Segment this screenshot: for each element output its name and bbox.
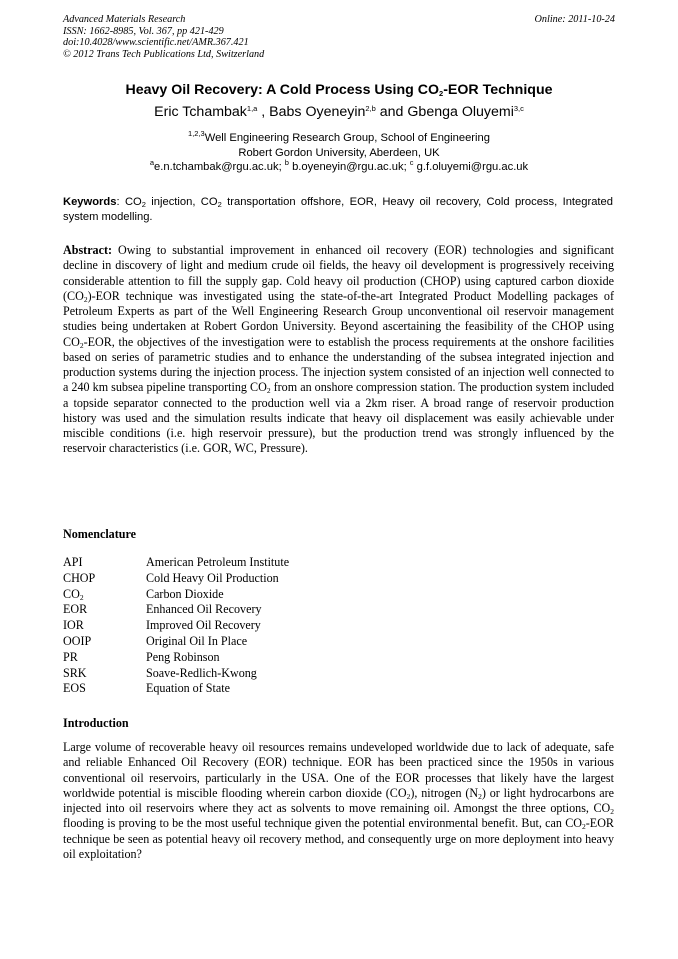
author-superscript: 2,b bbox=[365, 104, 376, 113]
affiliation-text: Well Engineering Research Group, School of Engineering bbox=[204, 132, 490, 144]
nomenclature-definition: Original Oil In Place bbox=[146, 633, 248, 648]
copyright-line: © 2012 Trans Tech Publications Ltd, Switzerland bbox=[63, 48, 265, 60]
nomenclature-abbreviation bbox=[63, 681, 146, 697]
email-text: b.oyeneyin@rgu.ac.uk; bbox=[292, 161, 407, 174]
keywords-paragraph bbox=[63, 195, 613, 224]
abbreviation-text: CHOP bbox=[63, 570, 96, 585]
introduction-subscript: 2 bbox=[582, 822, 586, 832]
introduction-paragraph bbox=[63, 740, 614, 862]
nomenclature-definition: American Petroleum Institute bbox=[146, 555, 290, 569]
nomenclature-abbreviation bbox=[63, 602, 146, 618]
email-text: e.n.tchambak@rgu.ac.uk; bbox=[154, 161, 282, 174]
title-subscript: 2 bbox=[439, 89, 444, 98]
abstract-text: from an onshore compression station. The production system included a topside separator connected to the production well via a 2km riser. A broad range of reservoir production history was used and the simulation results indicate that heavy oil displacement was easily achievable under miscible conditions (i.e. high reservoir pressure), but the production trend was strongly influenced by the reservoir characteristics (i.e. GOR, WC, Pressure). bbox=[63, 380, 614, 456]
abbreviation-text: PR bbox=[63, 649, 78, 664]
paper-title bbox=[0, 82, 678, 98]
nomenclature-row bbox=[63, 650, 289, 666]
abbreviation-text: IOR bbox=[63, 618, 84, 633]
introduction-text: Large volume of recoverable heavy oil resources remains undeveloped worldwide due to lack of adequate, safe and reliable Enhanced Oil Recovery (EOR) technique. EOR has been practiced since the 1950s in various conventional oil reservoirs, particularly in the USA. One of the EOR processes that likely have the largest worldwide potential is miscible flooding wherein carbon dioxide (CO bbox=[63, 740, 614, 800]
author-name: Gbenga Oluyemi bbox=[407, 104, 514, 120]
author-separator: , bbox=[257, 104, 270, 120]
author-separator: and bbox=[375, 104, 408, 120]
online-date: Online: 2011-10-24 bbox=[534, 14, 615, 25]
title-text-pre: Heavy Oil Recovery: A Cold Process Using CO bbox=[125, 82, 440, 98]
nomenclature-definition: Equation of State bbox=[146, 681, 230, 696]
nomenclature-row bbox=[63, 602, 289, 618]
author-name: Eric Tchambak bbox=[154, 104, 247, 120]
abstract-text: -EOR, the objectives of the investigation were to establish the process requirements at the onshore facilities based on series of parametric studies and to enhance the understanding of the subsea integrated injection and production systems during the injection process. The injection system consisted of an injection well connected to a 240 km subsea pipeline transporting CO bbox=[63, 334, 614, 395]
nomenclature-row bbox=[63, 634, 289, 650]
nomenclature-definition: Carbon Dioxide bbox=[146, 586, 224, 601]
introduction-text: ) or light hydrocarbons are injected into oil reservoirs where they act as solvents to move remaining oil. Amongst the three options, CO bbox=[63, 785, 614, 815]
abbreviation-text: SRK bbox=[63, 665, 87, 680]
introduction-text: ), nitrogen (N bbox=[410, 785, 479, 800]
nomenclature-row bbox=[63, 618, 289, 634]
nomenclature-definition: Improved Oil Recovery bbox=[146, 618, 261, 633]
title-text-post: -EOR Technique bbox=[443, 82, 553, 98]
keywords-text: transportation offshore, EOR, Heavy oil recovery, Cold process, Integrated system modelling. bbox=[63, 196, 613, 223]
abstract-subscript: 2 bbox=[266, 386, 271, 396]
nomenclature-abbreviation bbox=[63, 618, 146, 634]
abstract-text: Owing to substantial improvement in enhanced oil recovery (EOR) technologies and significant decline in discovery of light and medium crude oil fields, the heavy oil development is progressively receiving considerable attention to fill the supply gap. Cold heavy oil production (CHOP) using captured carbon dioxide (CO bbox=[63, 243, 614, 303]
nomenclature-row bbox=[63, 571, 289, 587]
email-text: g.f.oluyemi@rgu.ac.uk bbox=[416, 161, 529, 174]
email-superscript: a bbox=[149, 158, 155, 168]
affiliation-block bbox=[0, 131, 678, 175]
doi-line: doi:10.4028/www.scientific.net/AMR.367.421 bbox=[63, 37, 249, 49]
author-superscript: 3,c bbox=[513, 104, 524, 113]
publication-info bbox=[63, 14, 264, 60]
abbreviation-text: EOR bbox=[63, 602, 88, 617]
nomenclature-definition: Soave-Redlich-Kwong bbox=[146, 665, 257, 680]
introduction-text: flooding is proving to be the most useful technique given the potential environmental benefit. But, can CO bbox=[63, 816, 583, 831]
introduction-subscript: 2 bbox=[610, 807, 614, 816]
abstract-label: Abstract: bbox=[63, 243, 113, 257]
nomenclature-abbreviation bbox=[63, 555, 146, 571]
abbreviation-text: API bbox=[63, 555, 83, 569]
keywords-text: : CO bbox=[116, 196, 142, 208]
abstract-text: )-EOR technique was investigated using the state-of-the-art Integrated Product Modelling packages of Petroleum Experts as part of the Well Engineering Research Group unconventional oil reservoir management studies being undertaken at Robert Gordon University. Beyond ascertaining the feasibility of the CHOP using CO bbox=[63, 288, 614, 349]
keywords-subscript: 2 bbox=[141, 200, 146, 209]
introduction-text: -EOR technique be seen as potential heavy oil recovery method, and consequently urge on more deployment into heavy oil exploitation? bbox=[63, 816, 614, 861]
issn-line: ISSN: 1662-8985, Vol. 367, pp 421-429 bbox=[63, 25, 224, 37]
nomenclature-definition: Cold Heavy Oil Production bbox=[146, 570, 279, 585]
nomenclature-abbreviation bbox=[63, 634, 146, 650]
introduction-subscript: 2 bbox=[478, 791, 482, 801]
nomenclature-row bbox=[63, 587, 289, 603]
abstract-paragraph bbox=[63, 243, 614, 457]
nomenclature-heading: Nomenclature bbox=[63, 527, 136, 541]
author-list bbox=[0, 104, 678, 120]
nomenclature-abbreviation bbox=[63, 650, 146, 666]
nomenclature-definition: Peng Robinson bbox=[146, 649, 220, 664]
abstract-subscript: 2 bbox=[83, 294, 88, 304]
keywords-label: Keywords bbox=[63, 196, 117, 208]
author-name: Babs Oyeneyin bbox=[269, 104, 366, 120]
nomenclature-abbreviation bbox=[63, 666, 146, 682]
nomenclature-definition: Enhanced Oil Recovery bbox=[146, 602, 262, 617]
affiliation-line bbox=[0, 131, 678, 146]
affiliation-superscript: 1,2,3 bbox=[188, 129, 205, 138]
introduction-subscript: 2 bbox=[406, 791, 411, 801]
nomenclature-abbreviation bbox=[63, 587, 146, 603]
nomenclature-abbreviation bbox=[63, 571, 146, 587]
email-superscript: b bbox=[284, 158, 289, 168]
nomenclature-list bbox=[63, 555, 289, 697]
nomenclature-row bbox=[63, 555, 289, 571]
abbreviation-subscript: 2 bbox=[79, 592, 84, 602]
abbreviation-text: EOS bbox=[63, 681, 86, 696]
nomenclature-row bbox=[63, 666, 289, 682]
email-superscript: c bbox=[409, 158, 414, 168]
journal-name: Advanced Materials Research bbox=[63, 14, 186, 25]
introduction-heading: Introduction bbox=[63, 716, 129, 730]
nomenclature-row bbox=[63, 681, 289, 697]
abbreviation-text: OOIP bbox=[63, 633, 92, 648]
keywords-text: injection, CO bbox=[145, 196, 218, 208]
keywords-subscript: 2 bbox=[217, 200, 222, 209]
abstract-subscript: 2 bbox=[79, 340, 84, 350]
email-line bbox=[0, 160, 678, 175]
affiliation-line: Robert Gordon University, Aberdeen, UK bbox=[238, 146, 440, 159]
abbreviation-text: CO bbox=[63, 586, 80, 601]
author-superscript: 1,a bbox=[246, 104, 258, 113]
